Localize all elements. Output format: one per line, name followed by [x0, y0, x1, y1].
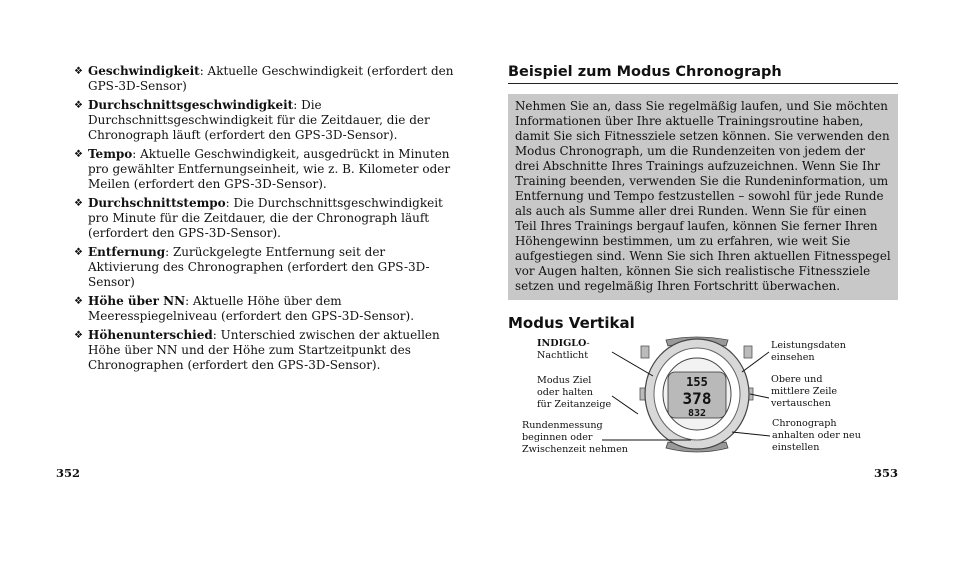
list-item-text: : Aktuelle Geschwindigkeit (erfordert den GPS-3D-Sensor) [88, 64, 454, 93]
list-item-term: Durchschnittstempo [88, 196, 226, 210]
label-lap [522, 420, 628, 456]
leader-line-chrono [732, 432, 770, 436]
list-item [74, 245, 459, 290]
label-line: für Zeitanzeige [537, 399, 612, 410]
left-page-bullet-list [74, 64, 459, 377]
label-line: Zwischenzeit nehmen [522, 444, 628, 455]
label-line: oder halten [537, 387, 593, 398]
button-indiglo [641, 346, 649, 358]
label-mode [537, 375, 611, 411]
example-box: Nehmen Sie an, dass Sie regelmäßig laufen, und Sie möchten Informationen über Ihre aktuelle Trainingsroutine haben, damit Sie sich Fitnessziele setzen können. Sie verwenden den Modus Chronograph, um die Rundenzeiten von jedem der drei Abschnitte Ihres Trainings aufzuzeichnen. Wenn Sie Ihr Training beenden, verwenden Sie die Rundeninformation, um Entfernung und Tempo festzustellen – sowohl für jede Runde als auch als Summe aller drei Runden. Wenn Sie für einen Teil Ihres Trainings bergauf laufen, können Sie ferner Ihren Höhengewinn bestimmen, um zu erfahren, wie weit Sie aufgestiegen sind. Wenn Sie sich Ihren aktuellen Fitnesspegel vor Augen halten, können Sie sich realistische Fitnessziele setzen und regelmäßig Ihren Fortschritt überwachen. [508, 94, 898, 300]
list-item-text: : Die Durchschnittsgeschwindigkeit für die Zeitdauer, die der Chronograph läuft (erfordert den GPS-3D-Sensor). [88, 98, 430, 142]
right-page [508, 64, 898, 332]
list-item-term: Höhe über NN [88, 294, 186, 308]
list-item [74, 147, 459, 192]
bullet-icon: ❖ [74, 100, 83, 111]
page-number-left: 352 [56, 466, 81, 480]
list-item-text: : Aktuelle Geschwindigkeit, ausgedrückt in Minuten pro gewählter Entfernungseinheit, wie z. B. Kilometer oder Meilen (erfordert den GPS-3D-Sensor). [88, 147, 451, 191]
label-line: einsehen [771, 352, 815, 363]
watch-figure [516, 332, 898, 462]
list-item [74, 98, 459, 143]
list-item-text: : Die Durchschnittsgeschwindigkeit pro Minute für die Zeitdauer, die der Chronograph läuft (erfordert den GPS-3D-Sensor). [88, 196, 443, 240]
leader-line-mode [612, 396, 638, 414]
list-item-text: : Unterschied zwischen der aktuellen Höhe über NN und der Höhe zum Startzeitpunkt des Chronographen (erfordert den GPS-3D-Sensor). [88, 328, 440, 372]
list-item-text: : Zurückgelegte Entfernung seit der Aktivierung des Chronographen (erfordert den GPS-3D-Sensor) [88, 245, 430, 289]
list-item-term: Geschwindigkeit [88, 64, 200, 78]
heading-rule [508, 64, 898, 84]
button-view [744, 346, 752, 358]
label-line: anhalten oder neu [772, 430, 861, 441]
label-line: vertauschen [771, 398, 831, 409]
section-heading-vertikal: Modus Vertikal [508, 314, 635, 332]
label-line: beginnen oder [522, 432, 593, 443]
lcd-bottom-line: 832 [687, 408, 707, 419]
list-item-term: Durchschnittsgeschwindigkeit [88, 98, 294, 112]
label-line: Chronograph [772, 418, 837, 429]
lcd-middle-line: 378 [682, 389, 712, 408]
lcd-top-line: 155 [686, 375, 708, 389]
list-item-term: Höhenunterschied [88, 328, 213, 342]
label-indiglo-bold: INDIGLO [537, 338, 587, 349]
section-heading-chronograph: Beispiel zum Modus Chronograph [508, 64, 782, 80]
label-line: Obere und [771, 374, 823, 385]
label-chrono [772, 418, 861, 454]
bullet-icon: ❖ [74, 198, 83, 209]
label-indiglo-line2: Nachtlicht [537, 350, 589, 361]
bullet-icon: ❖ [74, 66, 83, 77]
label-performance [771, 340, 846, 364]
label-line: mittlere Zeile [771, 386, 838, 397]
label-indiglo [537, 338, 590, 362]
label-swap [771, 374, 837, 410]
label-line: Leistungsdaten [771, 340, 846, 351]
label-line: Modus Ziel [537, 375, 592, 386]
bullet-icon: ❖ [74, 330, 83, 341]
label-indiglo-suffix: - [586, 338, 590, 349]
page-number-right: 353 [874, 466, 899, 480]
list-item [74, 64, 459, 94]
bullet-icon: ❖ [74, 247, 83, 258]
list-item-term: Tempo [88, 147, 133, 161]
list-item-term: Entfernung [88, 245, 166, 259]
list-item [74, 196, 459, 241]
label-line: Rundenmessung [522, 420, 603, 431]
bullet-icon: ❖ [74, 149, 83, 160]
label-line: einstellen [772, 442, 820, 453]
list-item [74, 328, 459, 373]
list-item-text: : Aktuelle Höhe über dem Meeresspiegelniveau (erfordert den GPS-3D-Sensor). [88, 294, 415, 323]
bullet-icon: ❖ [74, 296, 83, 307]
list-item [74, 294, 459, 324]
